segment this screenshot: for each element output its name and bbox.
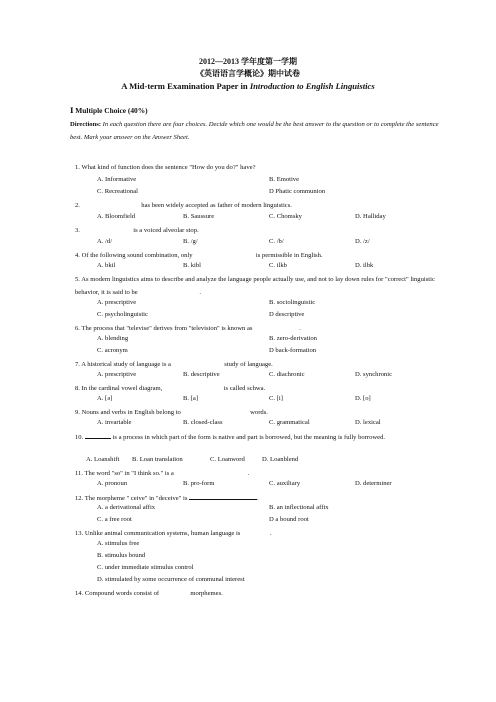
answer-blank <box>194 250 254 257</box>
option: C. Loanword <box>210 456 245 463</box>
question-11-options <box>97 480 447 487</box>
question-3: 3. is a voiced alveolar stop. <box>75 227 199 234</box>
course-title-en-italic: Introduction to English Linguistics <box>249 81 375 91</box>
question-2: 2. has been widely accepted as father of modern linguistics. <box>75 202 292 209</box>
option: B. sociolinguistic <box>269 299 316 306</box>
option: A. bkil <box>97 262 116 269</box>
option: B. pro-form <box>183 480 215 487</box>
option: C. ilkb <box>269 262 287 269</box>
option: D. Halliday <box>355 213 386 220</box>
question-12-options-row2 <box>97 516 447 523</box>
option: B. Loan translation <box>132 456 183 463</box>
option: D back-formation <box>269 347 317 354</box>
course-title-en <box>0 81 496 91</box>
option: D. determiner <box>355 480 392 487</box>
option: A. invariable <box>97 419 132 426</box>
option: D Phatic communion <box>269 188 326 195</box>
option: A. Informative <box>97 176 137 183</box>
question-9: 9. Nouns and verbs in English belong to words. <box>75 409 268 416</box>
option: B. Emotive <box>269 176 300 183</box>
question-12: 12. The morpheme " ceive" in "deceive" is . <box>75 492 445 502</box>
answer-blank <box>82 225 132 232</box>
question-13-option-d: D. stimulated by some occurrence of communal interest <box>97 576 245 583</box>
option: B. kibl <box>183 262 201 269</box>
answer-blank <box>189 492 257 500</box>
question-1-options <box>97 176 447 183</box>
option: B. closed-class <box>183 419 223 426</box>
option: D a bound root <box>269 516 309 523</box>
question-9-options <box>97 419 447 426</box>
directions <box>70 118 440 144</box>
option: D. /z/ <box>355 238 370 245</box>
question-13-option-b: B. stimulus bound <box>97 552 146 559</box>
question-6: 6. The process that "televise" derives from "television" is known as . <box>75 325 301 332</box>
option: A. a derivational affix <box>97 504 156 511</box>
option: A. pronoun <box>97 480 128 487</box>
question-14: 14. Compound words consist of morphemes. <box>75 590 223 597</box>
directions-label: Directions: <box>70 121 102 128</box>
option: B. zero-derivation <box>269 335 317 342</box>
option: B. an inflectional affix <box>269 504 329 511</box>
course-title-cn: 《英语语言学概论》期中试卷 <box>196 69 300 78</box>
answer-blank <box>164 383 222 390</box>
question-13-option-c: C. under immediate stimulus control <box>97 564 194 571</box>
question-4: 4. Of the following sound combination, only is permissible in English. <box>75 252 323 259</box>
option: C. /b/ <box>269 238 284 245</box>
option: D. Loanblend <box>262 456 299 463</box>
answer-blank <box>183 407 249 414</box>
option: C. diachronic <box>269 371 305 378</box>
question-2-options <box>97 213 447 220</box>
question-7: 7. A historical study of language is a study of language. <box>75 361 273 368</box>
question-10: 10. is a process in which part of the form is native and part is borrowed, but the meaning is fully borrowed. <box>75 431 445 445</box>
question-13-option-a: A. stimulus free <box>97 540 140 547</box>
question-12-options <box>97 504 447 511</box>
option: A. Loanshift <box>86 456 120 463</box>
directions-text: In each question there are four choices. Decide which one would be the best answer to the question or to complete the sentence best. Mark your answer on the Answer Sheet. <box>70 121 439 141</box>
question-6-options <box>97 335 447 342</box>
question-7-options <box>97 371 447 378</box>
answer-blank <box>82 200 140 207</box>
option: C. psycholinguistic <box>97 311 148 318</box>
option: A. prescriptive <box>97 299 137 306</box>
question-1-options-row2 <box>97 188 447 195</box>
option: D. synchronic <box>355 371 392 378</box>
option: C. grammatical <box>269 419 310 426</box>
answer-blank <box>161 588 189 595</box>
question-6-options-row2 <box>97 347 447 354</box>
option: D. [o] <box>355 395 371 402</box>
answer-blank <box>173 359 223 366</box>
option: C. [i] <box>269 395 283 402</box>
question-11: 11. The word "so" in "I think so." is a . <box>75 470 250 477</box>
answer-blank <box>176 468 248 475</box>
option: B. Saussure <box>183 213 215 220</box>
option: C. auxiliary <box>269 480 301 487</box>
option: A. Bloomfield <box>97 213 136 220</box>
option: D. lexical <box>355 419 381 426</box>
option: B. descriptive <box>183 371 220 378</box>
option: C. Chomsky <box>269 213 302 220</box>
option: C. acronym <box>97 347 128 354</box>
question-8: 8. In the cardinal vowel diagram, is called schwa. <box>75 385 266 392</box>
answer-blank <box>85 431 111 439</box>
question-5-options <box>97 299 447 306</box>
course-title-en-prefix: A Mid-term Examination Paper in <box>121 81 248 91</box>
question-5: 5. As modern linguistics aims to describe and analyze the language people actually use, and not to lay down rules for "correct" linguistic behavior, it is said to be . <box>75 276 435 296</box>
option: D. ilbk <box>355 262 374 269</box>
option: A. blending <box>97 335 129 342</box>
question-4-options <box>97 262 447 269</box>
question-13: 13. Unlike animal communication systems, human language is . <box>75 530 272 537</box>
option: C. Recreational <box>97 188 139 195</box>
question-3-options <box>97 238 447 245</box>
option: B. /g/ <box>183 238 198 245</box>
answer-blank <box>254 323 299 330</box>
question-1: 1. What kind of function does the sentence "How do you do?" have? <box>75 164 256 171</box>
option: A. [ə] <box>97 395 113 402</box>
question-8-options <box>97 395 447 402</box>
answer-blank <box>139 287 199 294</box>
term-heading: 2012—2013 学年度第一学期 <box>199 57 297 66</box>
section-title: Ⅰ Multiple Choice (40%) <box>70 106 148 115</box>
answer-blank <box>242 528 270 535</box>
option: D descriptive <box>269 311 305 318</box>
option: C. a free root <box>97 516 132 523</box>
option: B. [a] <box>183 395 199 402</box>
option: A. /d/ <box>97 238 113 245</box>
option: A. prescriptive <box>97 371 137 378</box>
question-5-options-row2 <box>97 311 447 318</box>
question-10-options <box>86 456 436 463</box>
